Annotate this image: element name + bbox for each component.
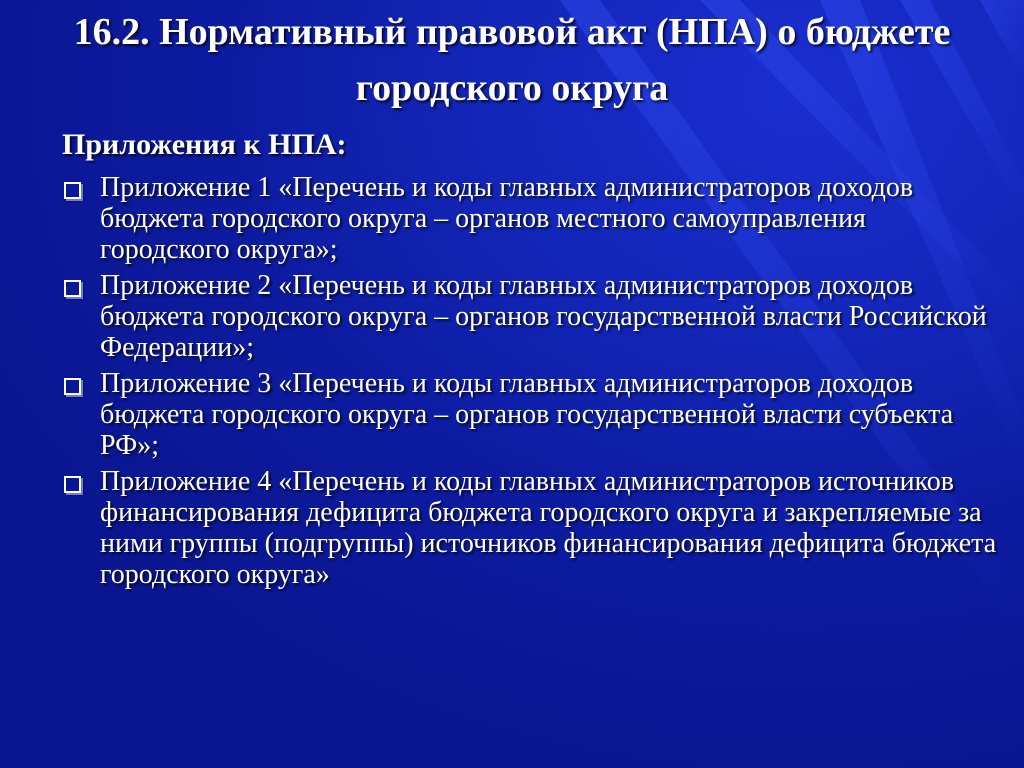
hollow-square-icon bbox=[64, 378, 81, 395]
list-item bbox=[62, 172, 1002, 265]
list-item bbox=[62, 368, 1002, 461]
list-item bbox=[62, 466, 1002, 590]
appendix-list bbox=[62, 172, 1002, 595]
slide-title: 16.2. Нормативный правовой акт (НПА) о бюджете городского округа bbox=[73, 11, 951, 109]
list-item-text: Приложение 2 «Перечень и коды главных администраторов доходов бюджета городского округа – органов государственной власти Российской Федерации»; bbox=[100, 270, 987, 363]
list-item-text: Приложение 4 «Перечень и коды главных администраторов источников финансирования дефицита бюджета городского округа и закрепляемые за ними группы (подгруппы) источников финансирования дефицита бюджета городского округа» bbox=[100, 466, 997, 590]
list-item bbox=[62, 270, 1002, 363]
list-item-text: Приложение 3 «Перечень и коды главных администраторов доходов бюджета городского округа – органов государственной власти субъекта РФ»; bbox=[100, 368, 954, 461]
list-item-text: Приложение 1 «Перечень и коды главных администраторов доходов бюджета городского округа – органов местного самоуправления городского округа»; bbox=[100, 172, 914, 265]
hollow-square-icon bbox=[64, 476, 81, 493]
slide-subtitle: Приложения к НПА: bbox=[62, 128, 347, 161]
hollow-square-icon bbox=[64, 280, 81, 297]
hollow-square-icon bbox=[64, 182, 81, 199]
